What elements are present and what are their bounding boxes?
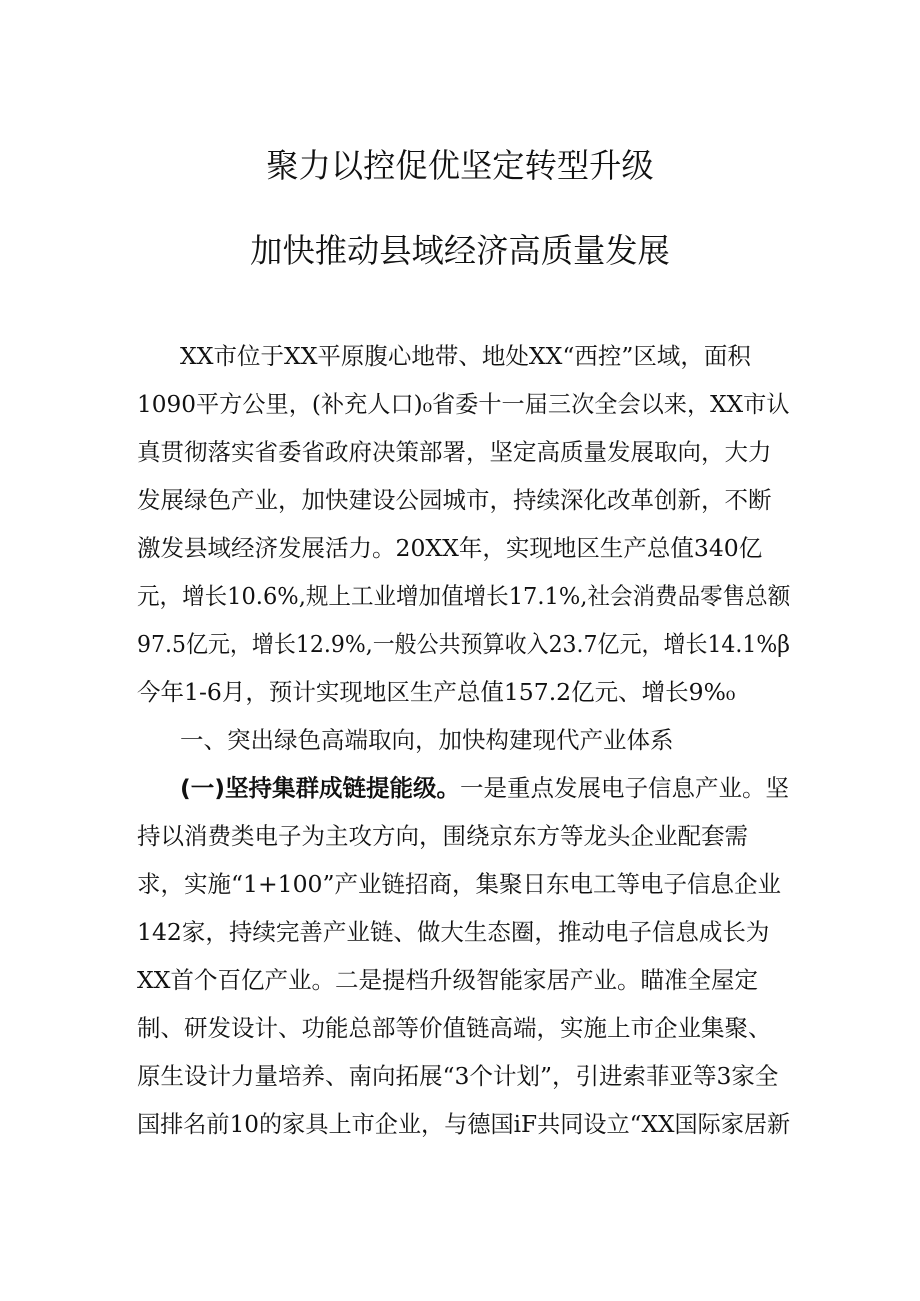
document-title-line-2: 加快推动县域经济高质量发展 <box>250 231 670 270</box>
paragraph-line: 142家，持续完善产业链、做大生态圈，推动电子信息成长为 <box>137 918 770 946</box>
subsection-first-line <box>180 773 789 803</box>
paragraph-line: 发展绿色产业，加快建设公园城市，持续深化改革创新，不断 <box>137 486 772 514</box>
subsection-text: 一是重点发展电子信息产业。坚 <box>459 774 789 802</box>
paragraph-line: 制、研发设计、功能总部等价值链高端，实施上市企业集聚、 <box>137 1014 772 1042</box>
paragraph-line: 激发县域经济发展活力。20XX年，实现地区生产总值340亿 <box>137 534 763 562</box>
paragraph-line: 原生设计力量培养、南向拓展“3个计划”，引进索菲亚等3家全 <box>137 1062 779 1090</box>
paragraph-line: 今年1-6月，预计实现地区生产总值157.2亿元、增长9%₀ <box>137 678 736 706</box>
paragraph-line: 元，增长10.6%,规上工业增加值增长17.1%,社会消费品零售总额 <box>137 582 791 610</box>
subsection-heading: (一)坚持集群成链提能级。 <box>180 774 460 802</box>
paragraph-line: XX首个百亿产业。二是提档升级智能家居产业。瞄准全屋定 <box>137 966 758 994</box>
document-title-line-1: 聚力以控促优坚定转型升级 <box>266 146 654 185</box>
paragraph-line: 97.5亿元，增长12.9%,一般公共预算收入23.7亿元，增长14.1%β <box>137 630 790 658</box>
paragraph-line: 真贯彻落实省委省政府决策部署，坚定高质量发展取向，大力 <box>137 438 772 466</box>
paragraph-line: 持以消费类电子为主攻方向，围绕京东方等龙头企业配套需 <box>137 822 748 850</box>
paragraph-line: 国排名前10的家具上市企业，与德国iF共同设立“XX国际家居新 <box>137 1110 791 1138</box>
paragraph-line: 求，实施“1+100”产业链招商，集聚日东电工等电子信息企业 <box>137 870 782 898</box>
paragraph-line: XX市位于XX平原腹心地带、地处XX“西控”区域，面积 <box>180 342 751 370</box>
paragraph-line: 1090平方公里，(补充人口)₀省委十一届三次全会以来，XX市认 <box>137 390 790 418</box>
section-heading: 一、突出绿色高端取向，加快构建现代产业体系 <box>180 726 674 754</box>
